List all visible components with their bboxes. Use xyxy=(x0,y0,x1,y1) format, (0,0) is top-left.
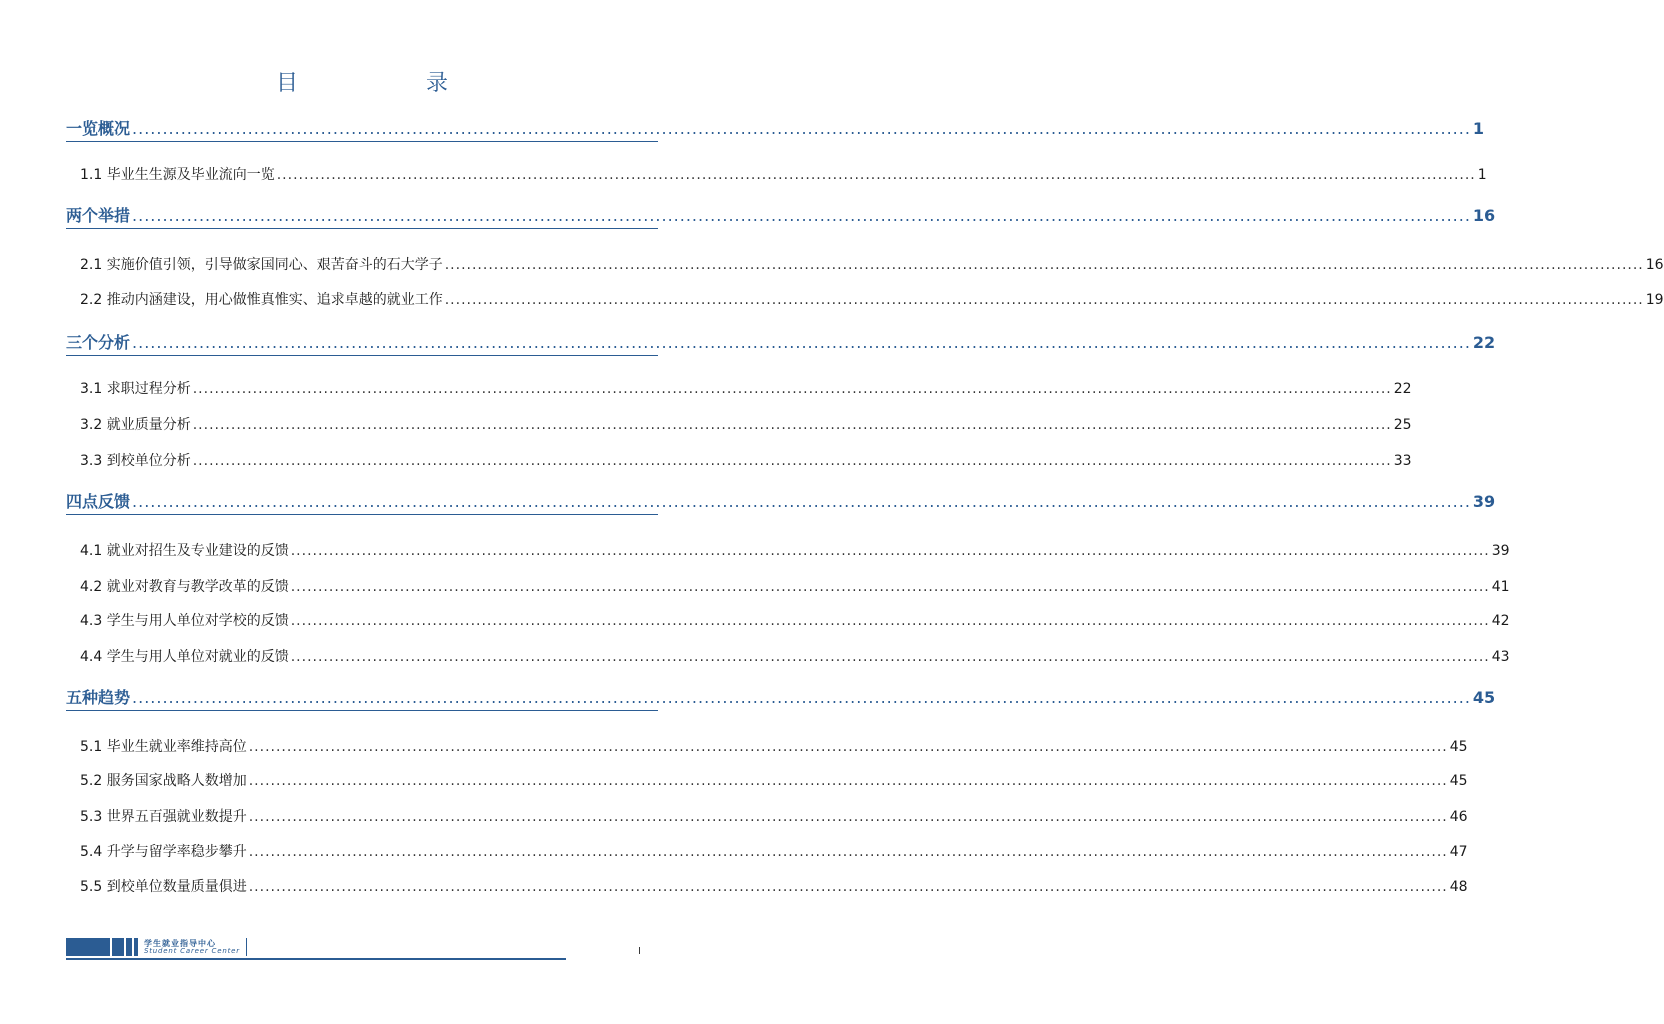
toc-leader-dots: ............................................................................................................................................................................................................................ xyxy=(132,206,1471,225)
toc-chapter-entry[interactable] xyxy=(66,685,1496,711)
toc-entry-page: 39 xyxy=(1491,543,1510,559)
toc-chapter-entry[interactable] xyxy=(66,116,1485,142)
toc-leader-dots: ............................................................................................................................................................................................................................ xyxy=(248,773,1448,789)
toc-entry-page: 22 xyxy=(1472,333,1496,352)
toc-entry-page: 47 xyxy=(1449,844,1468,860)
toc-entry-label: 4.3 学生与用人单位对学校的反馈 xyxy=(80,613,289,629)
toc-leader-dots: ............................................................................................................................................................................................................................ xyxy=(192,417,1392,433)
toc-entry-page: 45 xyxy=(1449,739,1468,755)
toc-section-entry[interactable] xyxy=(80,770,1468,790)
toc-entry-label: 五种趋势 xyxy=(66,688,131,707)
page-title: 目 录 xyxy=(275,71,476,96)
toc-entry-page: 39 xyxy=(1472,492,1496,511)
logo-text xyxy=(144,940,240,955)
toc-chapter-entry[interactable] xyxy=(66,203,1496,229)
toc-entry-page: 46 xyxy=(1449,809,1468,825)
toc-section-entry[interactable] xyxy=(80,876,1468,896)
toc-section-entry[interactable] xyxy=(80,576,1510,596)
toc-leader-dots: ............................................................................................................................................................................................................................ xyxy=(132,688,1471,707)
toc-entry-label: 5.5 到校单位数量质量俱进 xyxy=(80,879,247,895)
toc-entry-label: 5.3 世界五百强就业数提升 xyxy=(80,809,247,825)
toc-entry-label: 5.4 升学与留学率稳步攀升 xyxy=(80,844,247,860)
toc-entry-label: 3.3 到校单位分析 xyxy=(80,453,191,469)
toc-leader-dots: ............................................................................................................................................................................................................................ xyxy=(248,844,1448,860)
toc-entry-page: 45 xyxy=(1472,688,1496,707)
toc-entry-label: 2.1 实施价值引领，引导做家国同心、艰苦奋斗的石大学子 xyxy=(80,257,443,273)
toc-entry-label: 2.2 推动内涵建设，用心做惟真惟实、追求卓越的就业工作 xyxy=(80,292,443,308)
toc-section-entry[interactable] xyxy=(80,736,1468,756)
toc-entry-label: 三个分析 xyxy=(66,333,131,352)
toc-entry-page: 19 xyxy=(1645,292,1664,308)
toc-leader-dots: ............................................................................................................................................................................................................................ xyxy=(444,257,1644,273)
footer-logo xyxy=(66,938,247,956)
toc-entry-label: 两个举措 xyxy=(66,206,131,225)
toc-leader-dots: ............................................................................................................................................................................................................................ xyxy=(132,333,1471,352)
toc-chapter-entry[interactable] xyxy=(66,330,1496,356)
toc-leader-dots: ............................................................................................................................................................................................................................ xyxy=(290,543,1490,559)
toc-section-entry[interactable] xyxy=(80,289,1664,309)
toc-entry-page: 1 xyxy=(1472,119,1485,138)
toc-section-entry[interactable] xyxy=(80,254,1664,274)
toc-leader-dots: ............................................................................................................................................................................................................................ xyxy=(132,119,1471,138)
toc-leader-dots: ............................................................................................................................................................................................................................ xyxy=(290,649,1490,665)
toc-leader-dots: ............................................................................................................................................................................................................................ xyxy=(192,381,1392,397)
toc-entry-page: 1 xyxy=(1477,167,1487,183)
toc-entry-page: 48 xyxy=(1449,879,1468,895)
toc-section-entry[interactable] xyxy=(80,378,1412,398)
toc-entry-page: 41 xyxy=(1491,579,1510,595)
toc-entry-label: 3.1 求职过程分析 xyxy=(80,381,191,397)
toc-section-entry[interactable] xyxy=(80,841,1468,861)
toc-entry-label: 4.1 就业对招生及专业建设的反馈 xyxy=(80,543,289,559)
toc-entry-label: 4.2 就业对教育与教学改革的反馈 xyxy=(80,579,289,595)
toc-entry-page: 25 xyxy=(1393,417,1412,433)
logo-separator xyxy=(246,938,247,956)
page-number: I xyxy=(638,946,641,957)
toc-section-entry[interactable] xyxy=(80,450,1412,470)
toc-entry-label: 4.4 学生与用人单位对就业的反馈 xyxy=(80,649,289,665)
logo-bars-icon xyxy=(66,938,140,956)
toc-chapter-entry[interactable] xyxy=(66,489,1496,515)
toc-section-entry[interactable] xyxy=(80,414,1412,434)
toc-leader-dots: ............................................................................................................................................................................................................................ xyxy=(192,453,1392,469)
toc-leader-dots: ............................................................................................................................................................................................................................ xyxy=(132,492,1471,511)
toc-entry-label: 1.1 毕业生生源及毕业流向一览 xyxy=(80,167,275,183)
logo-cn: 学生就业指导中心 xyxy=(144,938,216,948)
toc-entry-label: 5.1 毕业生就业率维持高位 xyxy=(80,739,247,755)
toc-entry-label: 四点反馈 xyxy=(66,492,131,511)
toc-leader-dots: ............................................................................................................................................................................................................................ xyxy=(248,809,1448,825)
toc-section-entry[interactable] xyxy=(80,164,1487,184)
toc-leader-dots: ............................................................................................................................................................................................................................ xyxy=(290,579,1490,595)
toc-leader-dots: ............................................................................................................................................................................................................................ xyxy=(276,167,1476,183)
toc-entry-page: 16 xyxy=(1645,257,1664,273)
toc-leader-dots: ............................................................................................................................................................................................................................ xyxy=(290,613,1490,629)
toc-section-entry[interactable] xyxy=(80,646,1510,666)
toc-entry-page: 45 xyxy=(1449,773,1468,789)
logo-en: Student Career Center xyxy=(144,946,240,955)
toc-entry-label: 5.2 服务国家战略人数增加 xyxy=(80,773,247,789)
toc-entry-page: 42 xyxy=(1491,613,1510,629)
toc-entry-page: 16 xyxy=(1472,206,1496,225)
toc-entry-label: 一览概况 xyxy=(66,119,131,138)
toc-leader-dots: ............................................................................................................................................................................................................................ xyxy=(248,739,1448,755)
toc-entry-page: 33 xyxy=(1393,453,1412,469)
toc-leader-dots: ............................................................................................................................................................................................................................ xyxy=(248,879,1448,895)
toc-entry-page: 43 xyxy=(1491,649,1510,665)
footer-rule xyxy=(66,958,566,960)
toc-section-entry[interactable] xyxy=(80,610,1510,630)
toc-leader-dots: ............................................................................................................................................................................................................................ xyxy=(444,292,1644,308)
toc-section-entry[interactable] xyxy=(80,806,1468,826)
toc-entry-page: 22 xyxy=(1393,381,1412,397)
toc-section-entry[interactable] xyxy=(80,540,1510,560)
toc-entry-label: 3.2 就业质量分析 xyxy=(80,417,191,433)
